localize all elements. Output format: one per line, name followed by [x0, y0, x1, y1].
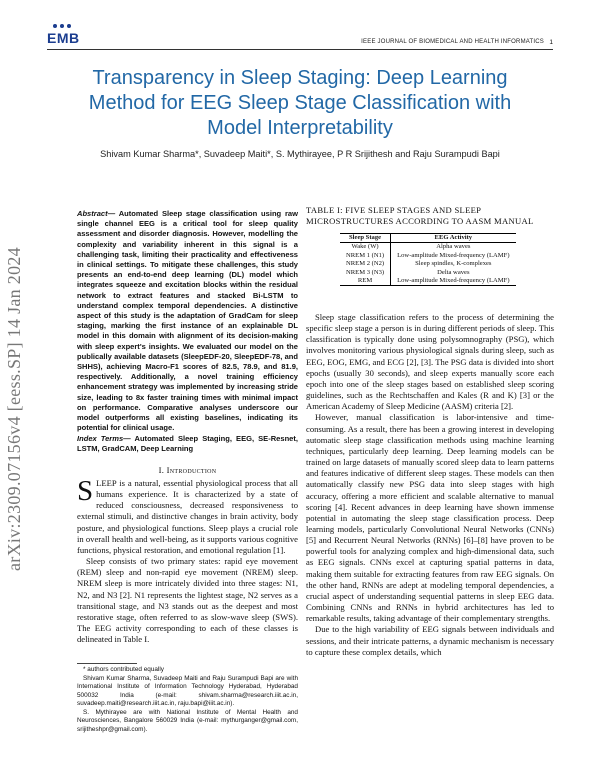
table-caption: TABLE I: FIVE SLEEP STAGES AND SLEEP MICROSTRUCTURES ACCORDING TO AASM MANUAL [306, 205, 534, 226]
index-terms-lead: Index Terms— [77, 434, 131, 443]
table-cell: Alpha waves [436, 243, 471, 251]
table-header-cell: EEG Activity [391, 234, 516, 243]
sleep-stage-table [340, 233, 516, 286]
footnote: * authors contributed equally [83, 666, 165, 673]
title-line: Method for EEG Sleep Stage Classification with [88, 92, 512, 114]
title-line: Transparency in Sleep Staging: Deep Learning [92, 67, 508, 89]
emb-logo [47, 26, 80, 48]
right-column-body [306, 312, 554, 658]
table-row [340, 243, 516, 252]
table-cell: NREM 3 (N3) [340, 269, 391, 277]
logo-dots [53, 24, 71, 28]
table-cell: Low-amplitude Mixed-frequency (LAMF) [397, 251, 510, 259]
body-paragraph: Due to the high variability of EEG signals between individuals and sessions, and their intricate patterns, a dynamic mechanism is necessary to capture these complex details, which [306, 624, 554, 657]
index-terms [77, 434, 298, 454]
abstract [77, 209, 298, 433]
index-terms-text: Automated Sleep Staging, EEG, SE-Resnet, LSTM, GradCAM, Deep Learning [77, 434, 298, 454]
intro-paragraph-1 [77, 475, 298, 556]
author-list: Shivam Kumar Sharma*, Suvadeep Maiti*, S. Mythirayee, P R Srijithesh and Raju Surampudi Bapi [100, 149, 500, 159]
page-number: 1 [549, 39, 553, 46]
body-paragraph: Sleep stage classification refers to the process of determining the specific sleep stage a person is in during different periods of sleep. This classification is typically done using polysomnography (PSG), which involves monitoring various physiological signals during sleep, such as EEG, EOG, EMG, and ECG [2], [3]. The PSG data is divided into short epochs (usually 30 seconds), and sleep experts manually score each epoch into one of the sleep stages based on established sleep scoring guidelines, such as the Rechtschaffen and Kales (R and K) [3] or the American Academy of Sleep Medicine (AASM) criteria [2]. [306, 312, 554, 412]
table-cell: Low-amplitude Mixed-frequency (LAMF) [391, 277, 516, 286]
table-cell: Sleep spindles, K-complexes [415, 260, 492, 268]
header-rule [47, 49, 553, 50]
table-cell: REM [340, 277, 391, 286]
footnote: S. Mythirayee are with National Institute of Mental Health and Neurosciences, Bangalore 560029 India (e-mail: mythurganger@gmail.com, srijitheshpr@gmail.com). [77, 708, 298, 733]
drop-cap: S [77, 475, 94, 507]
logo-text: EMB [47, 30, 80, 46]
journal-name: IEEE JOURNAL OF BIOMEDICAL AND HEALTH INFORMATICS [361, 39, 544, 45]
abstract-lead: Abstract— [77, 209, 116, 218]
paper-title [50, 66, 550, 141]
table-header-row [340, 234, 516, 243]
intro-paragraph-1-text: LEEP is a natural, essential physiological process that all humans experience. It is characterized by a state of reduced consciousness, decreased responsiveness to external stimuli, and distinctive changes in brain activity, body posture, and physiological functions. Sleep plays a crucial role in overall health and well-being, as it supports various cognitive functions, physical restoration, and emotional regulation [1]. [77, 478, 298, 555]
table-header-cell: Sleep Stage [340, 234, 391, 243]
abstract-text: Automated Sleep stage classification using raw single channel EEG is a critical tool for sleep quality assessment and disorder diagnosis. However, modelling the complexity and variability inherent in this signal is a challenging task, limiting their practicality and effectiveness in clinical settings. To mitigate these challenges, this study presents an end-to-end deep learning (DL) model which integrates squeeze and excitation blocks within the residual network to extract features and stacked Bi-LSTM to understand complex temporal dependencies. A distinctive aspect of this study is the adaptation of GradCam for sleep staging, marking the first instance of an explainable DL model in this domain with alignment of its decision-making with sleep expert's insights. We evaluated our model on the publically available datasets (SleepEDF-20, SleepEDF-78, and SHHS), achieving Macro-F1 scores of 82.5, 78.9, and 81.9, respectively. Additionally, a novel training efficiency enhancement strategy was implemented by increasing stride size, leading to 8x faster training times with minimal impact on performance. Comparative analyses underscore our model outperforms all existing baselines, indicating its potential for clinical usage. [77, 209, 298, 433]
table-row [340, 260, 516, 268]
table-cell: Delta waves [437, 268, 470, 276]
table-row [340, 252, 516, 260]
table-row [340, 277, 516, 286]
introduction-body [77, 475, 298, 645]
table-cell: Wake (W) [340, 243, 391, 252]
body-paragraph: However, manual classification is labor-intensive and time-consuming. As a result, there has been a growing interest in developing automatic sleep stage classification methods using machine learning techniques, particularly deep learning. Deep learning models can be trained on large datasets of manually scored sleep data to learn patterns and features indicative of different sleep stages. These models can then automatically classify new PSG data into sleep stages with high accuracy, offering a more efficient and scalable alternative to manual scoring [4]. Recent advances in deep learning have shown immense potential in automating the sleep stage classification process. Deep learning models, particularly Convolutional Neural Networks (CNNs) [5] and Recurrent Neural Networks (RNNs) [6]–[8] have proven to be powerful tools for analyzing complex and high-dimensional data, such as EEG signals. CNNs excel at capturing spatial patterns in data, making them suitable for extracting features from raw EEG signals. On the other hand, RNNs are adept at modeling temporal dependencies, a crucial aspect of understanding sequential patterns in sleep EEG data. Combining CNNs and RNNs in hybrid architectures has led to remarkable results, taking advantage of their complementary strengths. [306, 412, 554, 624]
table-cell: NREM 1 (N1) [340, 252, 391, 260]
footnotes [77, 666, 298, 734]
table-row [340, 269, 516, 277]
section-heading-introduction: I. Introduction [158, 465, 217, 475]
footnote-rule [77, 663, 137, 664]
arxiv-watermark: arXiv:2309.07156v4 [eess.SP] 14 Jan 2024 [4, 247, 24, 571]
table-cell: NREM 2 (N2) [340, 260, 391, 268]
intro-paragraph-2: Sleep consists of two primary states: rapid eye movement (REM) sleep and non-rapid eye movement (NREM) sleep. NREM sleep is more intricately divided into three stages: N1, N2, and N3 [2]. N1 represents the lightest stage, N2 serves as a transitional stage, and N3 stands out as the deepest and most restorative stage, often referred to as slow-wave sleep (SWS). The EEG activity corresponding to each of these classes is delineated in Table I. [77, 556, 298, 645]
footnote: Shivam Kumar Sharma, Suvadeep Maiti and Raju Surampudi Bapi are with International Institute of Information Technology Hyderabad, Hyderabad 500032 India (e-mail: shivam.sharma@research.iiit.ac.in, suvadeep.maiti@research.iiit.ac.in, raju.bapi@iiit.ac.in). [77, 674, 298, 707]
title-line: Model Interpretability [207, 117, 393, 139]
